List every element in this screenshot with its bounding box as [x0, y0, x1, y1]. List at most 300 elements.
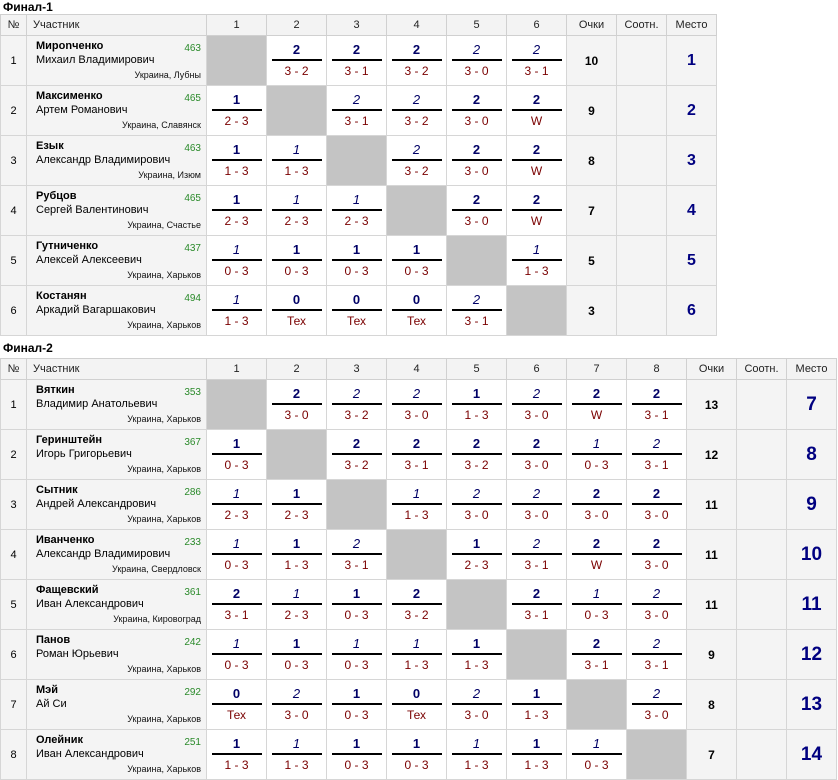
game-result[interactable] — [332, 535, 382, 574]
game-cell[interactable] — [507, 480, 567, 530]
game-cell[interactable] — [567, 530, 627, 580]
game-cell[interactable] — [447, 380, 507, 430]
game-result[interactable] — [452, 191, 502, 230]
participant-first-name: Артем Романович — [36, 104, 128, 116]
game-score: 2 — [632, 535, 682, 555]
game-sets: 3 - 2 — [404, 608, 429, 622]
game-cell[interactable] — [327, 86, 387, 136]
final-1-title: Финал-1 — [3, 0, 53, 14]
participant-first-name: Аркадий Вагаршакович — [36, 304, 156, 316]
points-cell: 13 — [687, 380, 737, 430]
game-result[interactable] — [452, 635, 502, 674]
game-result[interactable] — [452, 685, 502, 724]
game-cell[interactable] — [267, 580, 327, 630]
game-sets: 2 - 3 — [284, 508, 309, 522]
game-result[interactable] — [572, 735, 622, 774]
game-cell[interactable] — [327, 630, 387, 680]
game-cell[interactable] — [267, 186, 327, 236]
game-cell[interactable] — [327, 730, 387, 780]
game-sets: 3 - 1 — [344, 558, 369, 572]
game-score: 2 — [212, 585, 262, 605]
game-cell[interactable] — [567, 730, 627, 780]
game-score: 1 — [272, 141, 322, 161]
game-cell[interactable] — [207, 136, 267, 186]
game-sets: 1 - 3 — [464, 658, 489, 672]
place-cell: 9 — [787, 480, 837, 530]
game-result[interactable] — [332, 735, 382, 774]
game-score: 2 — [452, 91, 502, 111]
game-sets: 0 - 3 — [404, 758, 429, 772]
game-result[interactable] — [572, 635, 622, 674]
game-sets: 3 - 1 — [524, 608, 549, 622]
game-cell[interactable] — [507, 730, 567, 780]
game-result[interactable] — [632, 685, 682, 724]
game-sets: Тех — [406, 314, 427, 328]
game-cell[interactable] — [267, 286, 327, 336]
game-result[interactable] — [332, 291, 382, 330]
game-result[interactable] — [332, 685, 382, 724]
game-result[interactable] — [632, 535, 682, 574]
game-result[interactable] — [392, 91, 442, 130]
game-result[interactable] — [452, 735, 502, 774]
participant-last-name[interactable]: Езык — [36, 140, 64, 152]
game-cell[interactable] — [327, 430, 387, 480]
game-result[interactable] — [572, 435, 622, 474]
game-cell[interactable] — [387, 430, 447, 480]
participant-last-name[interactable]: Сытник — [36, 484, 78, 496]
self-cell — [507, 630, 567, 680]
game-result[interactable] — [572, 385, 622, 424]
game-score: 2 — [452, 291, 502, 311]
game-result[interactable] — [272, 385, 322, 424]
game-cell[interactable] — [207, 236, 267, 286]
participant-last-name[interactable]: Гутниченко — [36, 240, 99, 252]
game-cell[interactable] — [447, 480, 507, 530]
game-cell[interactable] — [387, 136, 447, 186]
participant-first-name: Александр Владимирович — [36, 154, 171, 166]
game-result[interactable] — [572, 535, 622, 574]
game-score: 1 — [392, 735, 442, 755]
game-cell[interactable] — [507, 136, 567, 186]
game-cell[interactable] — [267, 630, 327, 680]
participant-rating: 292 — [184, 687, 201, 698]
game-score: 2 — [272, 41, 322, 61]
game-cell[interactable] — [387, 630, 447, 680]
game-sets: 1 - 3 — [524, 708, 549, 722]
participant-last-name[interactable]: Мирonченко — [36, 40, 104, 52]
game-cell[interactable] — [327, 380, 387, 430]
participant-first-name: Александр Владимирович — [36, 548, 171, 560]
game-result[interactable] — [212, 291, 262, 330]
game-result[interactable] — [512, 91, 562, 130]
game-sets: 0 - 3 — [284, 264, 309, 278]
header-col-4: 4 — [387, 359, 447, 380]
game-cell[interactable] — [327, 580, 387, 630]
game-result[interactable] — [392, 385, 442, 424]
game-sets: 0 - 3 — [344, 264, 369, 278]
game-cell[interactable] — [507, 680, 567, 730]
game-score: 2 — [512, 191, 562, 211]
game-cell[interactable] — [207, 86, 267, 136]
game-result[interactable] — [212, 485, 262, 524]
place-cell: 3 — [667, 136, 717, 186]
game-result[interactable] — [212, 535, 262, 574]
game-cell[interactable] — [567, 380, 627, 430]
game-result[interactable] — [512, 535, 562, 574]
game-result[interactable] — [512, 685, 562, 724]
game-cell[interactable] — [267, 680, 327, 730]
game-score: 2 — [332, 535, 382, 555]
game-result[interactable] — [452, 485, 502, 524]
game-result[interactable] — [392, 585, 442, 624]
game-cell[interactable] — [267, 236, 327, 286]
game-sets: 1 - 3 — [284, 164, 309, 178]
participant-rating: 361 — [184, 587, 201, 598]
game-cell[interactable] — [387, 680, 447, 730]
game-score: 2 — [272, 685, 322, 705]
game-result[interactable] — [272, 241, 322, 280]
game-result[interactable] — [212, 685, 262, 724]
header-col-2: 2 — [267, 359, 327, 380]
game-cell[interactable] — [507, 36, 567, 86]
game-result[interactable] — [572, 485, 622, 524]
participant-last-name[interactable]: Олейник — [36, 734, 84, 746]
game-result[interactable] — [212, 635, 262, 674]
game-cell[interactable] — [267, 136, 327, 186]
header-ratio: Соотн. — [737, 359, 787, 380]
game-sets: 3 - 0 — [644, 708, 669, 722]
game-cell[interactable] — [447, 630, 507, 680]
game-sets: 3 - 2 — [404, 114, 429, 128]
table-row — [1, 136, 717, 186]
game-result[interactable] — [272, 141, 322, 180]
game-cell[interactable] — [627, 380, 687, 430]
game-cell[interactable] — [387, 86, 447, 136]
game-result[interactable] — [452, 141, 502, 180]
header-no: № — [1, 359, 27, 380]
game-result[interactable] — [512, 435, 562, 474]
game-result[interactable] — [512, 141, 562, 180]
game-cell[interactable] — [567, 580, 627, 630]
game-cell[interactable] — [387, 286, 447, 336]
game-sets: 3 - 0 — [284, 708, 309, 722]
game-cell[interactable] — [447, 36, 507, 86]
game-result[interactable] — [392, 41, 442, 80]
game-sets: 3 - 1 — [584, 658, 609, 672]
game-result[interactable] — [392, 635, 442, 674]
row-number: 5 — [1, 580, 27, 630]
game-result[interactable] — [512, 585, 562, 624]
game-sets: 2 - 3 — [284, 608, 309, 622]
game-cell[interactable] — [447, 86, 507, 136]
game-sets: Тех — [226, 708, 247, 722]
game-result[interactable] — [332, 91, 382, 130]
game-score: 2 — [452, 41, 502, 61]
game-result[interactable] — [512, 385, 562, 424]
game-cell[interactable] — [627, 430, 687, 480]
ratio-cell — [737, 680, 787, 730]
game-cell[interactable] — [447, 680, 507, 730]
participant-last-name[interactable]: Панов — [36, 634, 71, 646]
game-sets: 1 - 3 — [464, 758, 489, 772]
game-sets: 3 - 1 — [344, 64, 369, 78]
game-score: 2 — [512, 485, 562, 505]
game-score: 2 — [332, 91, 382, 111]
game-result[interactable] — [392, 485, 442, 524]
game-result[interactable] — [392, 685, 442, 724]
game-score: 1 — [332, 585, 382, 605]
game-score: 1 — [212, 191, 262, 211]
participant-last-name[interactable]: Костанян — [36, 290, 87, 302]
participant-rating: 233 — [184, 537, 201, 548]
game-cell[interactable] — [447, 730, 507, 780]
participant-last-name[interactable]: Фащевский — [36, 584, 99, 596]
game-cell[interactable] — [627, 530, 687, 580]
game-result[interactable] — [272, 635, 322, 674]
game-result[interactable] — [332, 435, 382, 474]
game-result[interactable] — [632, 635, 682, 674]
game-cell[interactable] — [267, 480, 327, 530]
points-cell: 8 — [567, 136, 617, 186]
game-cell[interactable] — [387, 36, 447, 86]
header-col-8: 8 — [627, 359, 687, 380]
game-cell[interactable] — [387, 236, 447, 286]
header-col-3: 3 — [327, 15, 387, 36]
participant-city: Украина, Харьков — [127, 714, 201, 724]
game-cell[interactable] — [447, 136, 507, 186]
game-result[interactable] — [452, 535, 502, 574]
ratio-cell — [737, 480, 787, 530]
ratio-cell — [617, 186, 667, 236]
game-sets: W — [590, 408, 603, 422]
game-sets: Тех — [286, 314, 307, 328]
game-cell[interactable] — [567, 430, 627, 480]
game-cell[interactable] — [567, 630, 627, 680]
participant-rating: 437 — [184, 243, 201, 254]
game-result[interactable] — [212, 435, 262, 474]
game-result[interactable] — [212, 585, 262, 624]
self-cell — [447, 236, 507, 286]
game-cell[interactable] — [507, 430, 567, 480]
game-result[interactable] — [632, 585, 682, 624]
game-cell[interactable] — [507, 530, 567, 580]
game-cell[interactable] — [207, 430, 267, 480]
row-number: 4 — [1, 186, 27, 236]
game-score: 2 — [632, 685, 682, 705]
participant-city: Украина, Свердловск — [112, 564, 201, 574]
points-cell: 10 — [567, 36, 617, 86]
game-cell[interactable] — [507, 380, 567, 430]
game-cell[interactable] — [387, 730, 447, 780]
self-cell — [387, 530, 447, 580]
game-cell[interactable] — [267, 380, 327, 430]
participant-first-name: Сергей Валентинович — [36, 204, 149, 216]
game-sets: 1 - 3 — [284, 758, 309, 772]
game-sets: 3 - 1 — [344, 114, 369, 128]
game-result[interactable] — [452, 91, 502, 130]
points-cell: 5 — [567, 236, 617, 286]
participant-last-name[interactable]: Геринштейн — [36, 434, 102, 446]
game-sets: Тех — [346, 314, 367, 328]
participant-city: Украина, Харьков — [127, 514, 201, 524]
participant-last-name[interactable]: Иванченко — [36, 534, 95, 546]
game-score: 1 — [512, 735, 562, 755]
game-result[interactable] — [272, 685, 322, 724]
row-number: 2 — [1, 86, 27, 136]
ratio-cell — [737, 630, 787, 680]
game-cell[interactable] — [447, 286, 507, 336]
game-result[interactable] — [452, 291, 502, 330]
header-participant: Участник — [27, 15, 207, 36]
participant-last-name[interactable]: Мэй — [36, 684, 58, 696]
game-result[interactable] — [212, 91, 262, 130]
table-row — [1, 86, 717, 136]
game-cell[interactable] — [327, 36, 387, 86]
game-score: 1 — [392, 635, 442, 655]
game-cell[interactable] — [207, 186, 267, 236]
game-result[interactable] — [272, 291, 322, 330]
participant-last-name[interactable]: Максименко — [36, 90, 103, 102]
points-cell: 9 — [687, 630, 737, 680]
game-cell[interactable] — [447, 530, 507, 580]
game-sets: 3 - 2 — [344, 458, 369, 472]
row-number: 2 — [1, 430, 27, 480]
game-result[interactable] — [272, 41, 322, 80]
participant-first-name: Игорь Григорьевич — [36, 448, 132, 460]
game-result[interactable] — [272, 585, 322, 624]
game-score: 2 — [512, 435, 562, 455]
game-score: 1 — [212, 291, 262, 311]
game-result[interactable] — [452, 41, 502, 80]
game-sets: 1 - 3 — [224, 758, 249, 772]
game-cell[interactable] — [627, 580, 687, 630]
game-sets: 3 - 0 — [284, 408, 309, 422]
game-sets: 2 - 3 — [224, 214, 249, 228]
game-result[interactable] — [212, 141, 262, 180]
game-cell[interactable] — [267, 530, 327, 580]
game-result[interactable] — [512, 41, 562, 80]
game-sets: 0 - 3 — [584, 758, 609, 772]
game-cell[interactable] — [447, 430, 507, 480]
participant-rating: 286 — [184, 487, 201, 498]
game-result[interactable] — [512, 191, 562, 230]
game-result[interactable] — [392, 141, 442, 180]
game-score: 2 — [572, 635, 622, 655]
game-sets: 3 - 0 — [464, 114, 489, 128]
game-result[interactable] — [392, 241, 442, 280]
game-cell[interactable] — [207, 730, 267, 780]
game-cell[interactable] — [507, 580, 567, 630]
game-result[interactable] — [632, 485, 682, 524]
participant-last-name[interactable]: Вяткин — [36, 384, 75, 396]
game-cell[interactable] — [627, 680, 687, 730]
game-result[interactable] — [392, 435, 442, 474]
game-score: 1 — [272, 535, 322, 555]
game-score: 1 — [272, 241, 322, 261]
game-result[interactable] — [392, 291, 442, 330]
game-result[interactable] — [512, 241, 562, 280]
game-result[interactable] — [272, 485, 322, 524]
game-result[interactable] — [332, 385, 382, 424]
game-result[interactable] — [212, 735, 262, 774]
game-result[interactable] — [332, 635, 382, 674]
game-cell[interactable] — [327, 186, 387, 236]
game-cell[interactable] — [507, 236, 567, 286]
game-result[interactable] — [212, 241, 262, 280]
row-number: 7 — [1, 680, 27, 730]
game-result[interactable] — [512, 485, 562, 524]
game-score: 2 — [272, 385, 322, 405]
participant-last-name[interactable]: Рубцов — [36, 190, 77, 202]
self-cell — [567, 680, 627, 730]
game-result[interactable] — [272, 735, 322, 774]
game-cell[interactable] — [387, 580, 447, 630]
game-cell[interactable] — [207, 480, 267, 530]
game-score: 2 — [632, 385, 682, 405]
game-cell[interactable] — [207, 286, 267, 336]
game-cell[interactable] — [627, 480, 687, 530]
game-result[interactable] — [512, 735, 562, 774]
game-cell[interactable] — [327, 680, 387, 730]
game-cell[interactable] — [207, 630, 267, 680]
final-2-table — [0, 358, 837, 780]
participant-rating: 463 — [184, 43, 201, 54]
participant-city: Украина, Лубны — [134, 70, 201, 80]
game-result[interactable] — [632, 385, 682, 424]
game-cell[interactable] — [567, 480, 627, 530]
game-sets: 3 - 0 — [464, 64, 489, 78]
game-result[interactable] — [272, 535, 322, 574]
game-cell[interactable] — [267, 36, 327, 86]
game-cell[interactable] — [387, 380, 447, 430]
game-sets: 3 - 1 — [464, 314, 489, 328]
game-score: 0 — [392, 685, 442, 705]
game-cell[interactable] — [627, 630, 687, 680]
game-score: 1 — [572, 585, 622, 605]
game-cell[interactable] — [327, 530, 387, 580]
game-cell[interactable] — [327, 286, 387, 336]
game-result[interactable] — [332, 241, 382, 280]
game-result[interactable] — [572, 585, 622, 624]
game-sets: 3 - 1 — [404, 458, 429, 472]
game-cell[interactable] — [327, 236, 387, 286]
game-result[interactable] — [452, 385, 502, 424]
participant-rating: 463 — [184, 143, 201, 154]
game-cell[interactable] — [267, 730, 327, 780]
game-result[interactable] — [392, 735, 442, 774]
game-sets: 0 - 3 — [224, 458, 249, 472]
game-cell[interactable] — [447, 186, 507, 236]
game-cell[interactable] — [207, 580, 267, 630]
game-result[interactable] — [452, 435, 502, 474]
self-cell — [387, 186, 447, 236]
game-score: 2 — [572, 485, 622, 505]
participant-first-name: Алексей Алексеевич — [36, 254, 142, 266]
game-cell[interactable] — [387, 480, 447, 530]
game-cell[interactable] — [207, 530, 267, 580]
game-result[interactable] — [212, 191, 262, 230]
game-score: 2 — [332, 41, 382, 61]
game-score: 1 — [512, 241, 562, 261]
game-result[interactable] — [332, 191, 382, 230]
game-result[interactable] — [332, 585, 382, 624]
game-result[interactable] — [272, 191, 322, 230]
game-cell[interactable] — [507, 186, 567, 236]
game-result[interactable] — [632, 435, 682, 474]
game-cell[interactable] — [507, 86, 567, 136]
game-result[interactable] — [332, 41, 382, 80]
game-cell[interactable] — [207, 680, 267, 730]
